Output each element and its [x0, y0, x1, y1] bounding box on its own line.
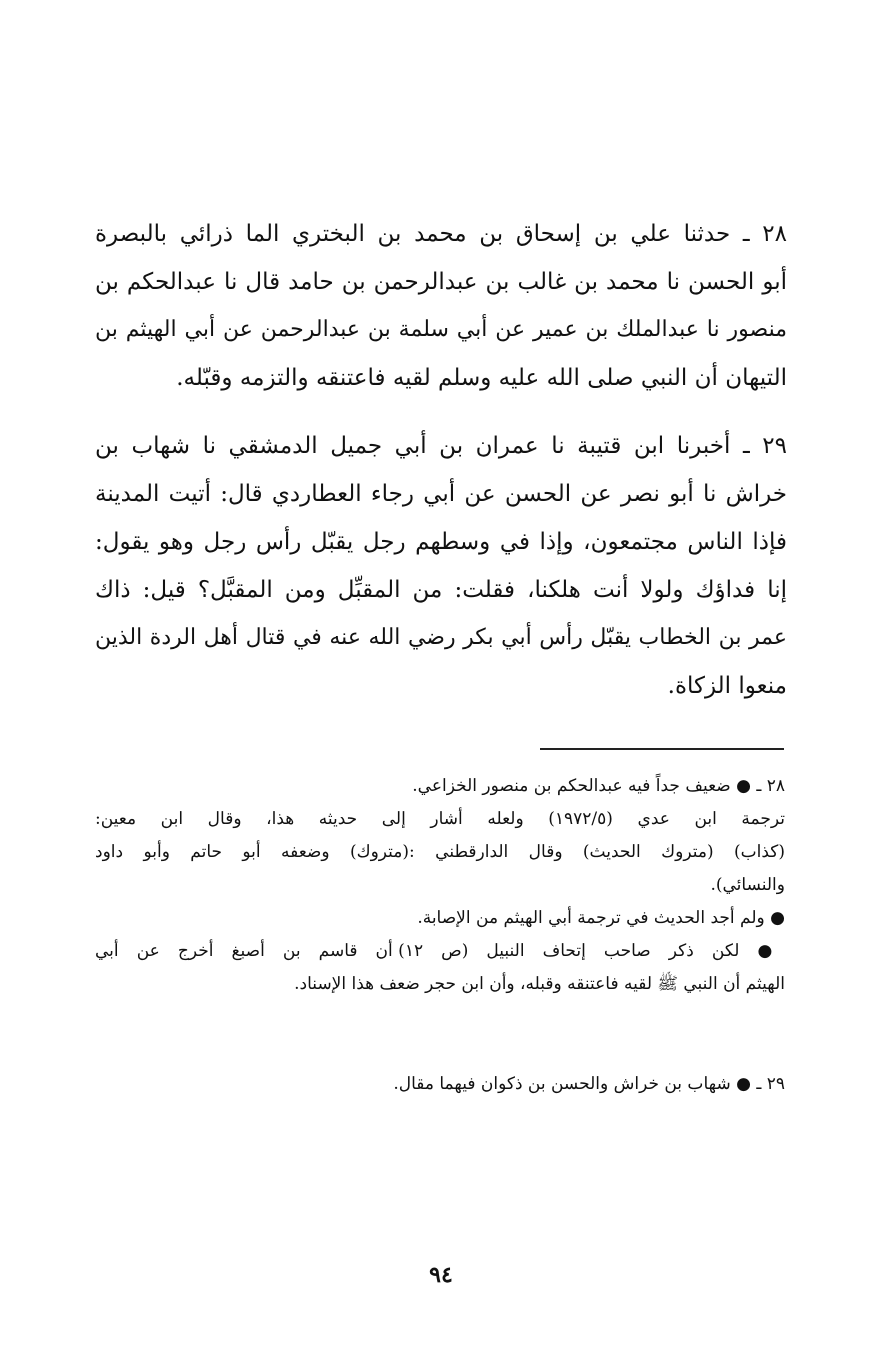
hadith-28	[95, 210, 787, 402]
footnote-28-line-3: (كذاب) (متروك الحديث) وقال الدارقطني :(متروك) وضعفه أبو حاتم وأبو داود	[95, 842, 785, 862]
footnote-28-line-6: ● لكن ذكر صاحب إتحاف النبيل (ص ١٢) أن قاسم بن أصبغ أخرج عن أبي	[95, 941, 785, 961]
hadith-28-line-2: أبو الحسن نا محمد بن غالب بن عبدالرحمن بن حامد قال نا عبدالحكم بن	[95, 269, 787, 295]
footnote-28-line-2: ترجمة ابن عدي (١٩٧٢/٥) ولعله أشار إلى حديثه هذا، وقال ابن معين:	[95, 809, 785, 829]
footnote-28-line-1: ٢٨ ـ ● ضعيف جداً فيه عبدالحكم بن منصور الخزاعي.	[412, 776, 785, 796]
footnote-separator	[540, 748, 784, 750]
hadith-29-line-3: فإذا الناس مجتمعون، وإذا في وسطهم رجل يقبّل رأس رجل وهو يقول:	[95, 529, 787, 555]
hadith-28-line-3: منصور نا عبدالملك بن عمير عن أبي سلمة بن عبدالرحمن عن أبي الهيثم بن	[95, 317, 787, 342]
page-number: ٩٤	[429, 1262, 453, 1288]
hadith-29-line-5: عمر بن الخطاب يقبّل رأس أبي بكر رضي الله عنه في قتال أهل الردة الذين	[95, 625, 787, 650]
footnote-28-line-7: الهيثم أن النبي ﷺ لقيه فاعتنقه وقبله، وأن ابن حجر ضعف هذا الإسناد.	[294, 974, 785, 994]
footnote-28-line-5: ● ولم أجد الحديث في ترجمة أبي الهيثم من الإصابة.	[417, 908, 785, 928]
hadith-29-line-6: منعوا الزكاة.	[667, 673, 787, 699]
hadith-28-line-1: ٢٨ ـ حدثنا علي بن إسحاق بن محمد بن البختري الما ذرائي بالبصرة	[95, 221, 787, 247]
hadith-29-line-4: إنا فداؤك ولولا أنت هلكنا، فقلت: من المقبِّل ومن المقبَّل؟ قيل: ذاك	[95, 577, 787, 603]
footnote-28	[95, 770, 785, 1001]
hadith-29-line-2: خراش نا أبو نصر عن الحسن عن أبي رجاء العطاردي قال: أتيت المدينة	[95, 481, 787, 507]
hadith-28-line-4: التيهان أن النبي صلى الله عليه وسلم لقيه فاعتنقه والتزمه وقبّله.	[176, 365, 787, 391]
footnote-29	[95, 1068, 785, 1101]
hadith-29-line-1: ٢٩ ـ أخبرنا ابن قتيبة نا عمران بن أبي جميل الدمشقي نا شهاب بن	[95, 433, 787, 459]
footnote-28-line-4: والنسائي).	[710, 875, 785, 895]
hadith-29	[95, 422, 787, 710]
footnote-29-line-1: ٢٩ ـ ● شهاب بن خراش والحسن بن ذكوان فيهما مقال.	[393, 1074, 785, 1094]
